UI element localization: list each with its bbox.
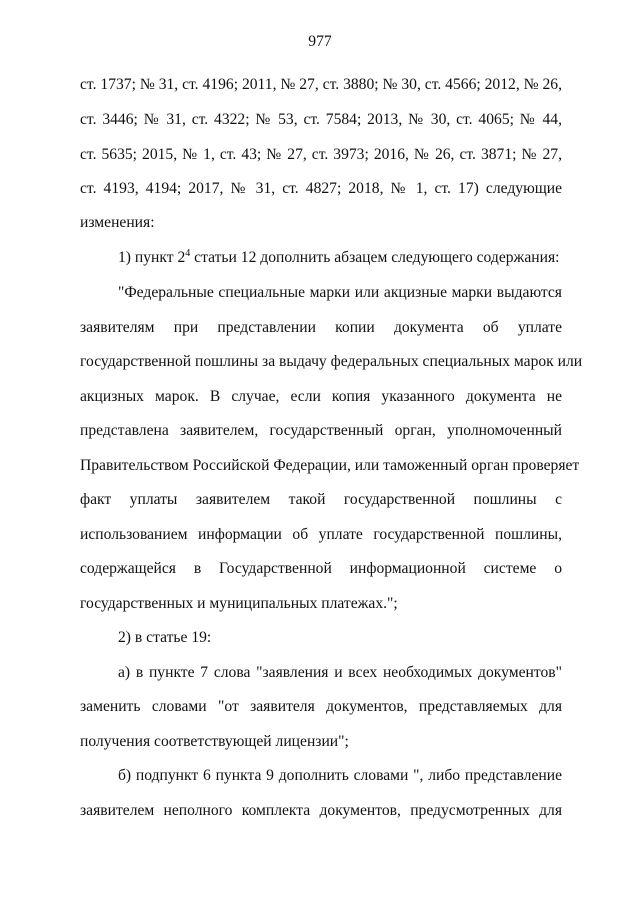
text-line: ст. 1737; № 31, ст. 4196; 2011, № 27, ст. 3880; № 30, ст. 4566; 2012, № 26, bbox=[80, 76, 562, 93]
item-1-line bbox=[118, 248, 562, 268]
text-line: содержащейся в Государственной информационной системе о bbox=[80, 560, 562, 577]
text-line: использованием информации об уплате государственной пошлины, bbox=[80, 526, 562, 543]
text-line: 2) в статье 19: bbox=[118, 629, 212, 646]
item-1-rest: статьи 12 дополнить абзацем следующего содержания: bbox=[194, 249, 560, 266]
text-line: "Федеральные специальные марки или акцизные марки выдаются bbox=[118, 284, 562, 301]
text-line: заявителям при представлении копии документа об уплате bbox=[80, 319, 562, 336]
text-line: факт уплаты заявителем такой государственной пошлины с bbox=[80, 491, 562, 508]
page-number: 977 bbox=[308, 33, 332, 50]
item-1-superscript: 4 bbox=[185, 248, 191, 259]
text-line: акцизных марок. В случае, если копия указанного документа не bbox=[80, 388, 562, 405]
text-line: б) подпункт 6 пункта 9 дополнить словами ", либо представление bbox=[118, 767, 562, 784]
text-line: Правительством Российской Федерации, или таможенный орган проверяет bbox=[80, 457, 580, 474]
text-line: ст. 5635; 2015, № 1, ст. 43; № 27, ст. 3973; 2016, № 26, ст. 3871; № 27, bbox=[80, 146, 562, 163]
text-line: заменить словами "от заявителя документов, представляемых для bbox=[80, 698, 562, 715]
text-line: заявителем неполного комплекта документов, предусмотренных для bbox=[80, 802, 562, 819]
item-1-prefix: 1) пункт 2 bbox=[118, 249, 186, 266]
text-line: ст. 4193, 4194; 2017, № 31, ст. 4827; 2018, № 1, ст. 17) следующие bbox=[80, 180, 562, 197]
text-line: государственной пошлины за выдачу федеральных специальных марок или bbox=[80, 353, 583, 370]
text-line: изменения: bbox=[80, 214, 155, 231]
text-line: ст. 3446; № 31, ст. 4322; № 53, ст. 7584; 2013, № 30, ст. 4065; № 44, bbox=[80, 111, 562, 128]
text-line: государственных и муниципальных платежах."; bbox=[80, 595, 398, 612]
text-line: получения соответствующей лицензии"; bbox=[80, 733, 349, 750]
text-line: представлена заявителем, государственный орган, уполномоченный bbox=[80, 422, 562, 439]
text-line: а) в пункте 7 слова "заявления и всех необходимых документов" bbox=[118, 664, 562, 681]
